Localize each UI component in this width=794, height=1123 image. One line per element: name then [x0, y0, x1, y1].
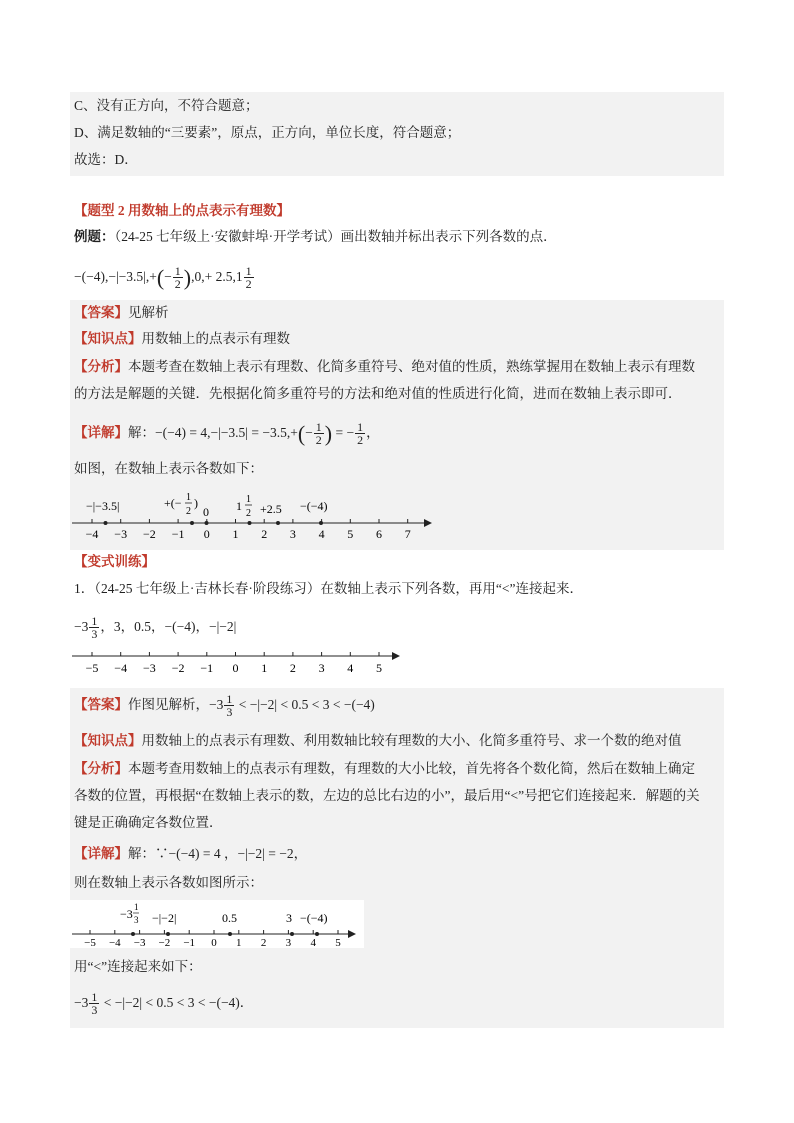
detail-line: 【详解】解：−(−4) = 4,−|−3.5| = −3.5,+(− $\frac{1}{2}$ ) = − $\frac{1}{2}$ ， — [74, 420, 380, 448]
svg-text:3: 3 — [134, 915, 139, 925]
tick-label: 2 — [261, 527, 268, 541]
tick-label: 5 — [347, 527, 354, 541]
question-1: 1．（24-25 七年级上·吉林长春·阶段练习）在数轴上表示下列各数，再用“<”连接起来． — [74, 581, 583, 596]
fraction-one-half-b: $\frac{1}{2}$ — [245, 264, 252, 292]
tick-label: −1 — [183, 937, 196, 948]
label-plus-neg-half: +(− — [164, 496, 182, 510]
variant-analysis-3: 键是正确确定各数位置． — [74, 815, 223, 830]
example-text: （24-25 七年级上·安徽蚌埠·开学考试）画出数轴并标出表示下列各数的点． — [114, 229, 557, 244]
tick-label: −2 — [158, 937, 171, 948]
svg-text:0.5: 0.5 — [222, 911, 237, 925]
tick-label: 4 — [318, 527, 325, 541]
tick-label: −5 — [84, 937, 96, 948]
svg-text:1: 1 — [186, 492, 191, 503]
tick-label: −4 — [85, 527, 99, 541]
label-plus-2-5: +2.5 — [260, 502, 282, 516]
tick-label: −3 — [133, 937, 146, 948]
option-d-line: D、满足数轴的“三要素”，原点，正方向，单位长度，符合题意； — [74, 125, 461, 140]
number-line-answer-labels — [120, 902, 328, 925]
as-shown-line: 如图，在数轴上表示各数如下： — [74, 461, 263, 476]
tick-label: −5 — [85, 661, 99, 675]
tick-label: −2 — [143, 527, 156, 541]
tick-label: 6 — [376, 527, 382, 541]
tick-label: −3 — [143, 661, 156, 675]
tick-label: 2 — [260, 937, 267, 948]
connect-line: 用“<”连接起来如下： — [74, 959, 202, 974]
example-line — [74, 228, 557, 246]
svg-text:2: 2 — [246, 508, 251, 519]
tick-label: −1 — [171, 527, 185, 541]
analysis-line-1: 【分析】本题考查在数轴上表示有理数、化简多重符号、绝对值的性质，熟练掌握用在数轴上表示有理数 — [74, 359, 695, 374]
tick-label: 4 — [347, 661, 354, 675]
tick-label: 4 — [310, 937, 316, 948]
tick-label: 1 — [236, 937, 242, 948]
number-line-answer — [70, 900, 364, 948]
tick-label: 3 — [285, 937, 292, 948]
knowledge-line: 【知识点】用数轴上的点表示有理数 — [74, 331, 290, 346]
tick-label: 0 — [203, 527, 210, 541]
svg-text:−3: −3 — [120, 907, 133, 921]
example-label: 例题： — [74, 229, 115, 244]
variant-analysis-2: 各数的位置，再根据“在数轴上表示的数，左边的总比右边的小”，最后用“<”号把它们连接起来．解题的关 — [74, 788, 700, 803]
variant-detail-line: 【详解】解：∵−(−4) = 4 ，−|−2| = −2， — [74, 846, 308, 861]
tick-label: 7 — [404, 527, 411, 541]
choice-line: 故选：D． — [74, 152, 138, 167]
label-one-half: 1 — [236, 499, 242, 513]
final-inequality: −3 $\frac{1}{3}$ < −|−2| < 0.5 < 3 < −(−4)． — [74, 990, 254, 1018]
svg-text:2: 2 — [186, 506, 191, 517]
variant-as-shown: 则在数轴上表示各数如图所示： — [74, 875, 263, 890]
tick-label: 1 — [232, 527, 239, 541]
tick-label: 3 — [318, 661, 325, 675]
variant-title: 【变式训练】 — [74, 554, 155, 569]
tick-label: 5 — [335, 937, 341, 948]
answer-line: 【答案】见解析 — [74, 305, 169, 320]
tick-label: −4 — [108, 937, 121, 948]
svg-text:3: 3 — [286, 911, 292, 925]
variant-knowledge-line: 【知识点】用数轴上的点表示有理数、利用数轴比较有理数的大小、化简多重符号、求一个数的绝对值 — [74, 733, 682, 748]
number-line-example — [70, 488, 450, 544]
number-line-answer-ticks — [84, 930, 341, 948]
question-1-numbers: −3 $\frac{1}{3}$ ，3，0.5，−(−4)，−|−2| — [74, 614, 237, 642]
tick-label: 3 — [289, 527, 296, 541]
example-numbers: −(−4),−|−3.5|,+(− $\frac{1}{2}$ ),0,+ 2.5,1 $\frac{1}{2}$ — [74, 264, 252, 292]
number-line-question-ticks — [86, 652, 382, 675]
tick-label: 2 — [289, 661, 296, 675]
svg-text:−|−2|: −|−2| — [152, 911, 177, 925]
svg-text:1: 1 — [246, 494, 251, 505]
number-line-labels — [86, 492, 328, 519]
tick-label: 0 — [211, 937, 217, 948]
svg-text:1: 1 — [134, 902, 139, 912]
label-zero: 0 — [203, 505, 209, 519]
svg-text:): ) — [194, 496, 198, 510]
tick-label: 5 — [376, 661, 382, 675]
tick-label: 1 — [261, 661, 268, 675]
variant-answer-line: 【答案】作图见解析，−3 $\frac{1}{3}$ < −|−2| < 0.5 < 3 < −(−4) — [74, 692, 375, 720]
tick-label: −2 — [171, 661, 185, 675]
label-abs-3-5: −|−3.5| — [86, 499, 120, 513]
tick-label: −3 — [114, 527, 128, 541]
tick-label: −4 — [114, 661, 128, 675]
section-title: 【题型 2 用数轴上的点表示有理数】 — [74, 203, 290, 218]
svg-text:−(−4): −(−4) — [300, 911, 328, 925]
option-c-line: C、没有正方向，不符合题意； — [74, 98, 259, 113]
number-line-question — [70, 648, 410, 676]
tick-label: 0 — [232, 661, 239, 675]
analysis-line-2: 的方法是解题的关键．先根据化简多重符号的方法和绝对值的性质进行化简，进而在数轴上表示即可． — [74, 386, 682, 401]
tick-label: −1 — [200, 661, 214, 675]
variant-analysis-1: 【分析】本题考查用数轴上的点表示有理数，有理数的大小比较，首先将各个数化简，然后在数轴上确定 — [74, 761, 695, 776]
label-neg-neg-4: −(−4) — [300, 499, 328, 513]
fraction-one-half: $\frac{1}{2}$ — [174, 264, 181, 292]
